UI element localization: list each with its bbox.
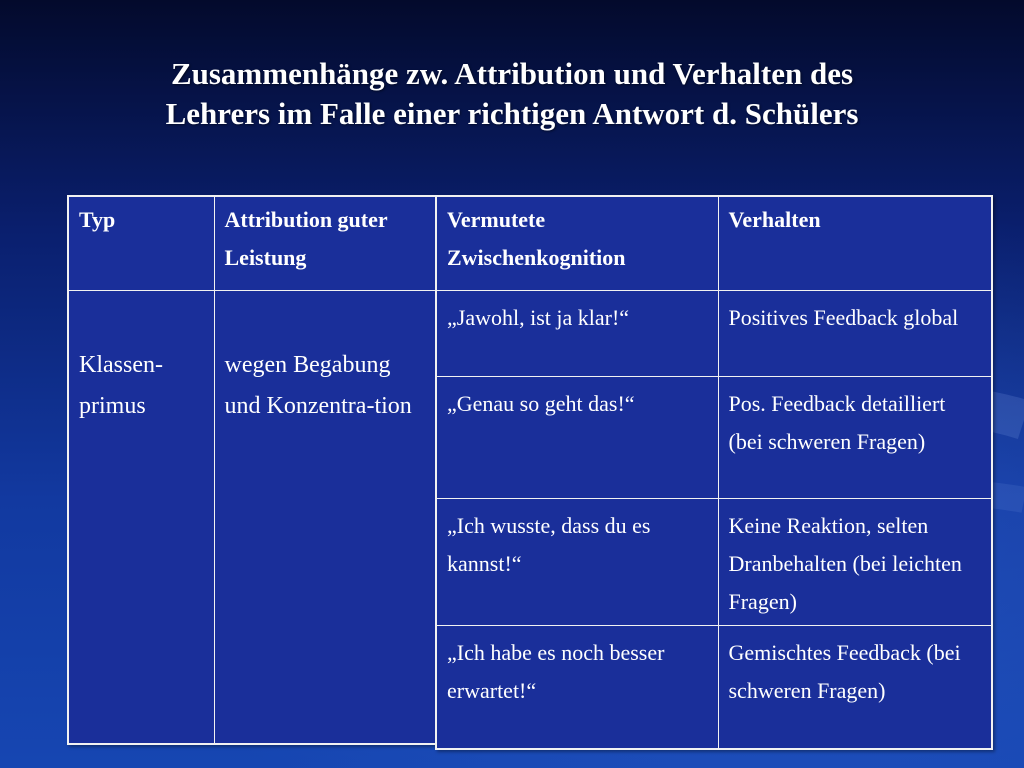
cognition-cell: „Ich wusste, dass du es kannst!“ xyxy=(436,498,718,625)
cognition-cell: „Jawohl, ist ja klar!“ xyxy=(436,290,718,376)
behavior-cell: Pos. Feedback detailliert (bei schweren Fragen) xyxy=(718,376,992,498)
behavior-cell: Keine Reaktion, selten Dranbehalten (bei leichten Fragen) xyxy=(718,498,992,625)
header-typ: Typ xyxy=(68,196,214,290)
cognition-cell: „Ich habe es noch besser erwartet!“ xyxy=(436,625,718,749)
slide-title-line-1: Zusammenhänge zw. Attribution und Verhalten des xyxy=(170,56,854,91)
slide-title xyxy=(0,54,1024,134)
cell-typ-value: Klassen-primus xyxy=(68,290,214,744)
cell-attribution-value: wegen Begabung und Konzentra-tion xyxy=(214,290,436,744)
type-attribution-table xyxy=(67,195,437,745)
cognition-behavior-table xyxy=(435,195,993,750)
table-row xyxy=(436,376,992,498)
behavior-cell: Gemischtes Feedback (bei schweren Fragen) xyxy=(718,625,992,749)
table-row xyxy=(436,498,992,625)
behavior-cell: Positives Feedback global xyxy=(718,290,992,376)
table-row xyxy=(436,290,992,376)
header-verhalten: Verhalten xyxy=(718,196,992,290)
header-attribution: Attribution guter Leistung xyxy=(214,196,436,290)
table-row xyxy=(436,625,992,749)
cognition-cell: „Genau so geht das!“ xyxy=(436,376,718,498)
slide-title-line-2: Lehrers im Falle einer richtigen Antwort d. Schülers xyxy=(165,96,859,131)
header-zwischenkognition: Vermutete Zwischenkognition xyxy=(436,196,718,290)
